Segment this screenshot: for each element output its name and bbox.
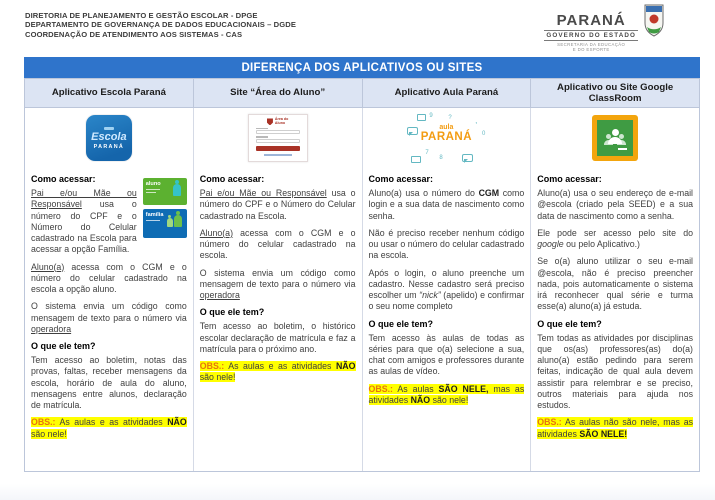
org-line-3: COORDENAÇÃO DE ATENDIMENTO AOS SISTEMAS - CAS: [25, 29, 243, 39]
body-paragraph: Ele pode ser acesso pelo site do google ou pelo Aplicativo.): [537, 227, 693, 249]
body-paragraph: Pai e/ou Mãe ou Responsável usa o número do CPF e o Número do Celular cadastrado na Escola.: [199, 188, 356, 221]
parana-government-logo: [544, 4, 667, 53]
obs-highlight-note: OBS.: As aulas SÃO NELE, mas as atividades NÃO são nele!: [368, 383, 525, 405]
page-title: DIFERENÇA DOS APLICATIVOS OU SITES: [241, 61, 483, 74]
body-paragraph: Tem acesso ao boletim, o histórico escolar declaração de matrícula e faz a matrícula para o próximo ano.: [199, 321, 356, 354]
classroom-board: [597, 120, 633, 156]
column-google-classroom: [531, 108, 699, 471]
escola-cap-icon: [104, 127, 114, 130]
org-line-2: DEPARTAMENTO DE GOVERNANÇA DE DADOS EDUCACIONAIS – DGDE: [25, 20, 297, 30]
familia-option-tile: [143, 209, 187, 238]
body-paragraph: Após o login, o aluno preenche um cadastro. Nesse cadastro será preciso escolher um “nick” (apelido) e confirmar o seu nome completo: [368, 267, 525, 312]
family-figure-icon: [174, 215, 182, 227]
body-paragraph: Tem todas as atividades por disciplinas que os(as) professores(as) do(a) aluno(a) estão pedindo para serem feitas, indicação de qual aula devem assistir para relembrar e se preciso, outros materiais para ajuda nos estudos.: [537, 332, 693, 410]
column-body-classroom: [537, 174, 693, 440]
family-figure-icon-2: [167, 218, 173, 227]
gov-logo-text: [544, 13, 638, 53]
area-password-field: [256, 136, 300, 143]
logo-glyph: [411, 156, 421, 163]
table-header-row: [25, 79, 699, 108]
area-login-field: [256, 128, 300, 135]
body-paragraph: Aluno(a) usa o número do CGM como login e a sua data de nascimento como senha.: [368, 188, 525, 221]
gov-logo-secretariat-2: E DO ESPORTE: [572, 47, 610, 53]
logo-glyph: [417, 114, 426, 121]
gov-logo-name: PARANÁ: [556, 12, 626, 29]
area-card-title: Área do Aluno: [274, 117, 289, 125]
body-paragraph: Tem acesso às aulas de todas as séries para que o(a) selecione a sua, chat com amigos e professores durante as aulas de vídeo.: [368, 332, 525, 377]
body-paragraph: Tem acesso ao boletim, notas das provas, faltas, receber mensagens da escola, horário de aula do aluno, mensagens entre alunos, declaração de matrícula.: [31, 355, 187, 410]
column-body-area: [200, 174, 356, 384]
area-login-button: [256, 146, 300, 152]
aluno-option-tile: [143, 178, 187, 205]
tile-decoration: [146, 220, 160, 221]
section-heading: Como acessar:: [199, 174, 265, 184]
org-line-1: DIRETORIA DE PLANEJAMENTO E GESTÃO ESCOLAR - DPGE: [25, 11, 258, 20]
column-header-escola-parana: Aplicativo Escola Paraná: [25, 79, 194, 107]
escola-parana-app-icon: [86, 115, 132, 161]
aula-logo-word: aula: [439, 124, 454, 131]
section-heading: Como acessar:: [368, 174, 434, 184]
aluno-tile-label: aluno: [145, 181, 161, 187]
body-paragraph: O sistema envia um código como mensagem de texto para o número via operadora: [31, 301, 187, 334]
body-paragraph: Não é preciso receber nenhum código ou usar o número do celular cadastrado na escola.: [368, 227, 525, 261]
aula-parana-logo-cell: [369, 108, 525, 168]
area-shield-icon: [267, 118, 273, 125]
obs-highlight-note: OBS.: As aulas não são nele, mas as atividades SÃO NELE!: [537, 417, 693, 439]
area-card-header: [267, 118, 288, 126]
column-escola-parana: [25, 108, 194, 471]
area-do-aluno-login-screenshot: [248, 114, 308, 162]
org-header: [25, 11, 296, 39]
scan-edge-artifact: [0, 484, 715, 500]
tile-decoration: [146, 192, 156, 193]
gov-logo-secretariat: SECRETARIA DA EDUCAÇÃO: [557, 42, 626, 47]
google-classroom-icon: [592, 115, 638, 161]
section-heading: O que ele tem?: [537, 318, 602, 329]
section-heading: O que ele tem?: [199, 307, 265, 318]
column-aula-parana: [363, 108, 532, 471]
title-banner: [24, 57, 700, 78]
section-heading: Como acessar:: [537, 174, 602, 184]
aula-parana-logo: 9 ? , 0 7 8 aula PARANÁ: [403, 111, 489, 165]
body-paragraph: Pai e/ou Mãe ou Responsável usa o número do CPF e o Número do Celular cadastrado na Escola para acessar a opção Família.: [31, 188, 137, 255]
column-header-area-do-aluno: Site “Área do Aluno”: [194, 79, 363, 107]
aula-logo-subword: PARANÁ: [420, 131, 473, 143]
column-body-escola: [31, 174, 187, 440]
escola-logo-subword: PARANÁ: [93, 143, 125, 150]
section-heading: O que ele tem?: [368, 318, 434, 329]
coat-of-arms-icon: [641, 4, 667, 38]
table-body-row: [25, 108, 699, 471]
escola-app-option-tiles: [143, 178, 187, 238]
escola-parana-logo-cell: [31, 108, 187, 168]
chat-bubble-glyph: [462, 154, 473, 162]
column-body-aula: [369, 174, 525, 406]
escola-logo-word: Escola: [91, 130, 127, 143]
classroom-logo-cell: [537, 108, 693, 168]
body-paragraph: O sistema envia um código como mensagem de texto para o número via operadora: [199, 267, 356, 300]
body-paragraph: Aluno(a) usa o seu endereço de e-mail @escola (criado pela SEED) e a sua data de nascimento como a senha.: [537, 188, 693, 221]
column-area-do-aluno: [194, 108, 363, 471]
gov-logo-subtitle: GOVERNO DO ESTADO: [546, 32, 636, 39]
section-heading: O que ele tem?: [31, 341, 96, 351]
section-heading: Como acessar:: [31, 174, 96, 184]
obs-highlight-note: OBS.: As aulas e as atividades NÃO são nele!: [199, 361, 356, 383]
area-do-aluno-logo-cell: [200, 108, 356, 168]
obs-highlight-note: OBS.: As aulas e as atividades NÃO são nele!: [31, 417, 187, 439]
tile-decoration: [146, 189, 160, 190]
comparison-table: [24, 78, 700, 472]
area-forgot-link: [264, 154, 292, 156]
column-header-google-classroom: Aplicativo ou Site Google ClassRoom: [557, 81, 674, 104]
column-header-aula-parana: Aplicativo Aula Paraná: [363, 79, 532, 107]
body-paragraph: Se o(a) aluno utilizar o seu e-mail @escola, não é preciso preencher nada, pois automaticamente o sistema irá reconhecer qual série e turma esse(a) aluno(a) já estuda.: [537, 256, 693, 312]
body-paragraph: Aluno(a) acessa com o CGM e o número do celular cadastrado na escola.: [199, 227, 356, 261]
student-figure-icon: [173, 184, 181, 196]
familia-tile-label: família: [145, 212, 164, 218]
body-paragraph: Aluno(a) acessa com o CGM e o número do celular cadastrado na escola a opção aluno.: [31, 261, 187, 294]
